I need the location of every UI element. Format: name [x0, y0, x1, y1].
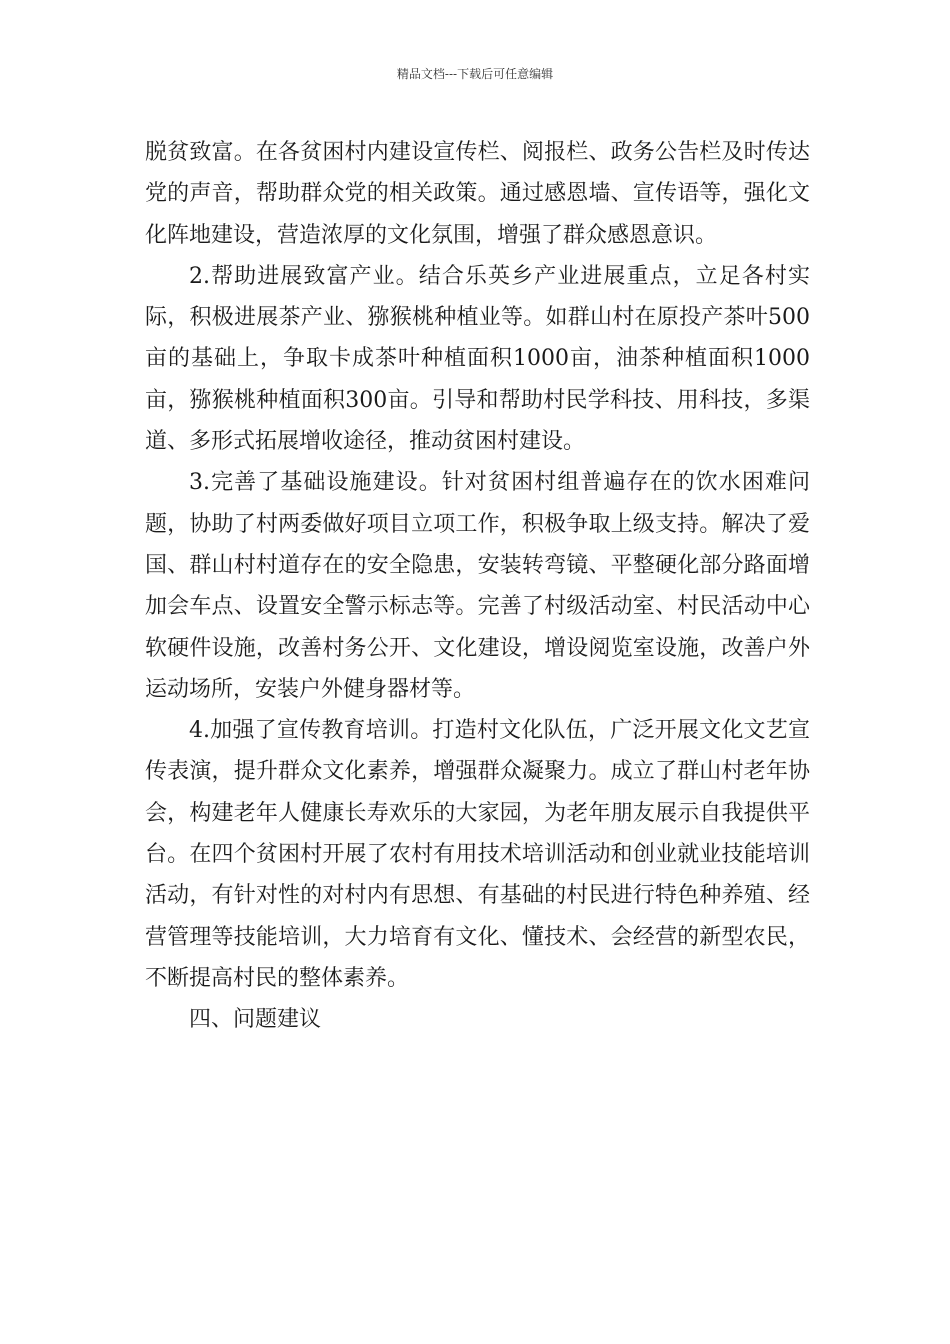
page-header: 精品文档---下载后可任意编辑	[396, 67, 554, 81]
paragraph-infrastructure: 3.完善了基础设施建设。针对贫困村组普遍存在的饮水困难问题，协助了村两委做好项目立项工作，积极争取上级支持。解决了爱国、群山村村道存在的安全隐患，安装转弯镜、平整硬化部分路面增加会车点、设置安全警示标志等。完善了村级活动室、村民活动中心软硬件设施，改善村务公开、文化建设，增设阅览室设施，改善户外运动场所，安装户外健身器材等。	[145, 470, 810, 702]
section-heading: 四、问题建议	[189, 1007, 322, 1033]
paragraph-training: 4.加强了宣传教育培训。打造村文化队伍，广泛开展文化文艺宣传表演，提升群众文化素养，增强群众凝聚力。成立了群山村老年协会，构建老年人健康长寿欢乐的大家园，为老年朋友展示自我提供平台。在四个贫困村开展了农村有用技术培训活动和创业就业技能培训活动，有针对性的对村内有思想、有基础的村民进行特色种养殖、经营管理等技能培训，大力培育有文化、懂技术、会经营的新型农民，不断提高村民的整体素养。	[145, 718, 810, 991]
document-body	[145, 132, 810, 1041]
paragraph-continuation: 脱贫致富。在各贫困村内建设宣传栏、阅报栏、政务公告栏及时传达党的声音，帮助群众党的相关政策。通过感恩墙、宣传语等，强化文化阵地建设，营造浓厚的文化氛围，增强了群众感恩意识。	[145, 140, 810, 248]
paragraph-industry: 2.帮助进展致富产业。结合乐英乡产业进展重点，立足各村实际，积极进展茶产业、猕猴桃种植业等。如群山村在原投产茶叶500亩的基础上，争取卡成茶叶种植面积1000亩，油茶种植面积1000亩，猕猴桃种植面积300亩。引导和帮助村民学科技、用科技，多渠道、多形式拓展增收途径，推动贫困村建设。	[145, 263, 810, 455]
